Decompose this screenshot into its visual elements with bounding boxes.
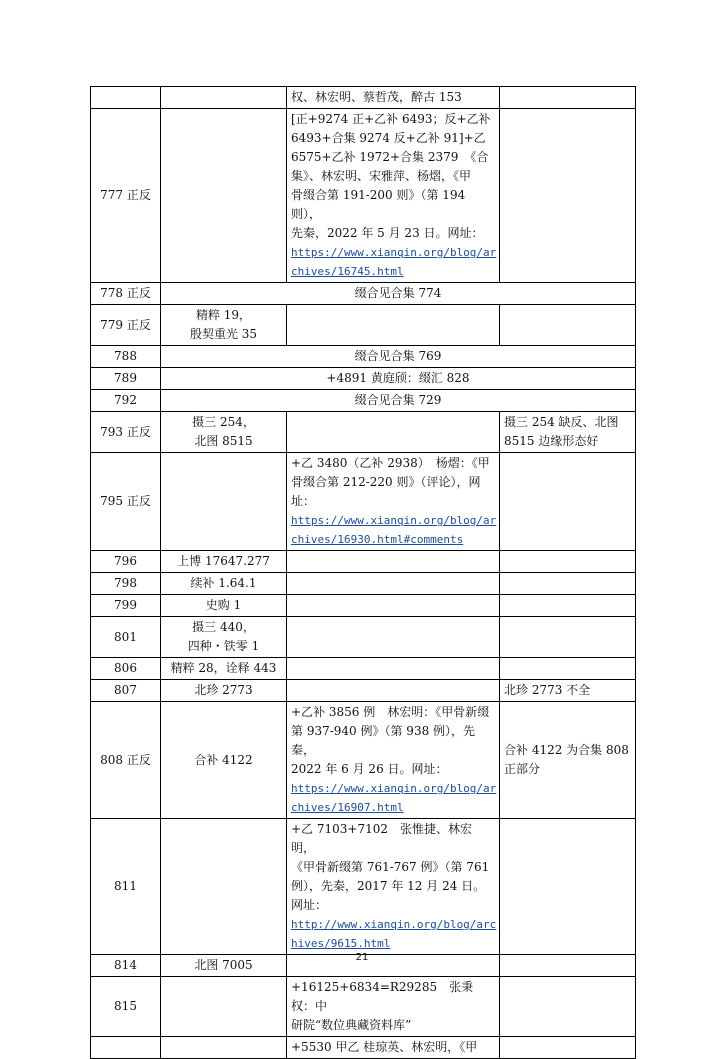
table-row bbox=[91, 702, 636, 819]
source-line: 北图 8515 bbox=[194, 434, 253, 448]
join-info-line: 骨缀合第 191-200 则》（第 194 则）， bbox=[291, 188, 470, 221]
table-row bbox=[91, 109, 636, 283]
join-info-line: +乙 7103+7102 张惟捷、林宏明， bbox=[291, 822, 473, 855]
table-row bbox=[91, 573, 636, 595]
cell-merged-note: 缀合见合集 774 bbox=[161, 283, 636, 305]
join-info-line: 网址： bbox=[291, 898, 328, 912]
cell-remark bbox=[500, 573, 636, 595]
cell-number: 778 正反 bbox=[91, 283, 161, 305]
join-info-line: 研院“数位典藏资料库” bbox=[291, 1018, 412, 1032]
cell-source bbox=[161, 680, 287, 702]
cell-remark bbox=[500, 680, 636, 702]
table-row bbox=[91, 1037, 636, 1059]
join-info-line: +乙补 3856 例 林宏明：《甲骨新缀 bbox=[291, 705, 490, 719]
cell-remark bbox=[500, 702, 636, 819]
table-row bbox=[91, 819, 636, 955]
cell-join-info bbox=[287, 573, 500, 595]
join-info-line: +16125+6834=R29285 张秉权：中 bbox=[291, 980, 474, 1013]
table-row bbox=[91, 305, 636, 346]
join-info-line: 《甲骨新缀第 761-767 例》（第 761 bbox=[291, 860, 490, 874]
cell-number: 793 正反 bbox=[91, 412, 161, 453]
remark-line: 北珍 2773 不全 bbox=[504, 683, 591, 697]
cell-source bbox=[161, 658, 287, 680]
cell-join-info bbox=[287, 109, 500, 283]
cell-remark bbox=[500, 595, 636, 617]
source-line: 摄三 440， bbox=[192, 620, 255, 634]
source-line: 北珍 2773 bbox=[194, 683, 253, 697]
cell-remark bbox=[500, 109, 636, 283]
cell-join-info bbox=[287, 819, 500, 955]
cell-source bbox=[161, 595, 287, 617]
source-line: 殷契重光 35 bbox=[189, 327, 258, 341]
join-info-line: +5530 甲乙 桂琼英、林宏明，《甲 bbox=[291, 1040, 478, 1054]
join-info-line: 2022 年 6 月 26 日。网址： bbox=[291, 762, 448, 776]
table-row bbox=[91, 977, 636, 1037]
cell-source bbox=[161, 412, 287, 453]
cell-join-info bbox=[287, 1037, 500, 1059]
source-line: 四种・铁零 1 bbox=[187, 639, 260, 653]
join-info-line: +乙 3480（乙补 2938） 杨熠：《甲 bbox=[291, 456, 490, 470]
source-line: 续补 1.64.1 bbox=[190, 576, 257, 590]
table-row bbox=[91, 551, 636, 573]
url-link[interactable]: chives/16745.html bbox=[291, 265, 404, 278]
source-line: 合补 4122 bbox=[194, 752, 253, 767]
cell-remark bbox=[500, 551, 636, 573]
table-row bbox=[91, 595, 636, 617]
source-line: 精粹 19， bbox=[195, 308, 252, 322]
join-info-line: 6575+乙补 1972+合集 2379 《合 bbox=[291, 150, 489, 164]
oracle-bone-table bbox=[90, 86, 636, 1059]
cell-source bbox=[161, 977, 287, 1037]
cell-source bbox=[161, 1037, 287, 1059]
join-info-line: [正+9274 正+乙补 6493；反+乙补 bbox=[291, 112, 491, 126]
cell-remark bbox=[500, 819, 636, 955]
cell-number: 795 正反 bbox=[91, 453, 161, 551]
cell-remark bbox=[500, 977, 636, 1037]
remark-line: 摄三 254 缺反、北图 bbox=[504, 415, 619, 429]
cell-number: 796 bbox=[91, 551, 161, 573]
join-info-line: 第 937-940 例》（第 938 例），先秦， bbox=[291, 724, 476, 757]
join-info-line: 权、林宏明、蔡哲茂，醉古 153 bbox=[291, 90, 462, 104]
table-row bbox=[91, 283, 636, 305]
cell-source bbox=[161, 702, 287, 819]
cell-remark bbox=[500, 658, 636, 680]
join-info-line: 先秦，2022 年 5 月 23 日。网址： bbox=[291, 226, 484, 240]
url-link[interactable]: chives/16930.html#comments bbox=[291, 533, 464, 546]
join-info-line: 6493+合集 9274 反+乙补 91]+乙 bbox=[291, 131, 486, 145]
cell-number: 779 正反 bbox=[91, 305, 161, 346]
cell-merged-note: 缀合见合集 729 bbox=[161, 390, 636, 412]
cell-source bbox=[161, 453, 287, 551]
cell-number: 814 bbox=[91, 955, 161, 977]
source-line: 史购 1 bbox=[205, 598, 242, 612]
cell-merged-note: +4891 黄庭颀：缀汇 828 bbox=[161, 368, 636, 390]
cell-number: 808 正反 bbox=[91, 702, 161, 819]
url-link[interactable]: http://www.xianqin.org/blog/arc bbox=[291, 918, 497, 931]
cell-number: 801 bbox=[91, 617, 161, 658]
cell-join-info bbox=[287, 551, 500, 573]
cell-join-info bbox=[287, 412, 500, 453]
table-row bbox=[91, 368, 636, 390]
cell-number: 788 bbox=[91, 346, 161, 368]
cell-join-info bbox=[287, 658, 500, 680]
cell-source bbox=[161, 819, 287, 955]
cell-join-info bbox=[287, 305, 500, 346]
url-link[interactable]: hives/9615.html bbox=[291, 937, 391, 950]
cell-join-info bbox=[287, 87, 500, 109]
cell-number: 811 bbox=[91, 819, 161, 955]
cell-source bbox=[161, 551, 287, 573]
table-row bbox=[91, 390, 636, 412]
cell-number: 798 bbox=[91, 573, 161, 595]
url-link[interactable]: https://www.xianqin.org/blog/ar bbox=[291, 782, 497, 795]
cell-source bbox=[161, 305, 287, 346]
cell-source bbox=[161, 109, 287, 283]
cell-merged-note: 缀合见合集 769 bbox=[161, 346, 636, 368]
source-line: 精粹 28，诠释 443 bbox=[170, 661, 277, 675]
cell-source bbox=[161, 87, 287, 109]
join-info-line: 址： bbox=[291, 494, 316, 508]
cell-number: 789 bbox=[91, 368, 161, 390]
cell-join-info bbox=[287, 680, 500, 702]
cell-number bbox=[91, 1037, 161, 1059]
cell-number bbox=[91, 87, 161, 109]
cell-source bbox=[161, 617, 287, 658]
table-row bbox=[91, 680, 636, 702]
table-row bbox=[91, 412, 636, 453]
join-info-line: 集》、林宏明、宋雅萍、杨熠，《甲 bbox=[291, 169, 472, 183]
source-line: 上博 17647.277 bbox=[177, 554, 270, 568]
cell-number: 807 bbox=[91, 680, 161, 702]
table-row bbox=[91, 617, 636, 658]
cell-remark bbox=[500, 87, 636, 109]
cell-source bbox=[161, 573, 287, 595]
cell-join-info bbox=[287, 617, 500, 658]
url-link[interactable]: https://www.xianqin.org/blog/ar bbox=[291, 514, 497, 527]
cell-join-info bbox=[287, 453, 500, 551]
url-link[interactable]: chives/16907.html bbox=[291, 801, 404, 814]
cell-remark bbox=[500, 412, 636, 453]
join-info-line: 例），先秦，2017 年 12 月 24 日。 bbox=[291, 879, 486, 893]
remark-line: 合补 4122 为合集 808 bbox=[504, 743, 629, 757]
cell-number: 815 bbox=[91, 977, 161, 1037]
cell-join-info bbox=[287, 977, 500, 1037]
cell-remark bbox=[500, 1037, 636, 1059]
cell-number: 792 bbox=[91, 390, 161, 412]
remark-line: 8515 边缘形态好 bbox=[504, 434, 599, 448]
source-line: 摄三 254， bbox=[192, 415, 255, 429]
table-row bbox=[91, 658, 636, 680]
url-link[interactable]: https://www.xianqin.org/blog/ar bbox=[291, 246, 497, 259]
join-info-line: 骨缀合第 212-220 则》（评论），网 bbox=[291, 475, 481, 489]
table-row bbox=[91, 346, 636, 368]
table-row bbox=[91, 453, 636, 551]
table-row bbox=[91, 87, 636, 109]
cell-number: 806 bbox=[91, 658, 161, 680]
table-body bbox=[91, 87, 636, 1059]
cell-number: 777 正反 bbox=[91, 109, 161, 283]
cell-remark bbox=[500, 453, 636, 551]
remark-line: 正部分 bbox=[504, 762, 541, 776]
cell-join-info bbox=[287, 702, 500, 819]
cell-remark bbox=[500, 305, 636, 346]
cell-remark bbox=[500, 617, 636, 658]
source-line: 北图 7005 bbox=[194, 958, 253, 972]
cell-number: 799 bbox=[91, 595, 161, 617]
cell-join-info bbox=[287, 595, 500, 617]
page-number: 21 bbox=[355, 952, 369, 963]
